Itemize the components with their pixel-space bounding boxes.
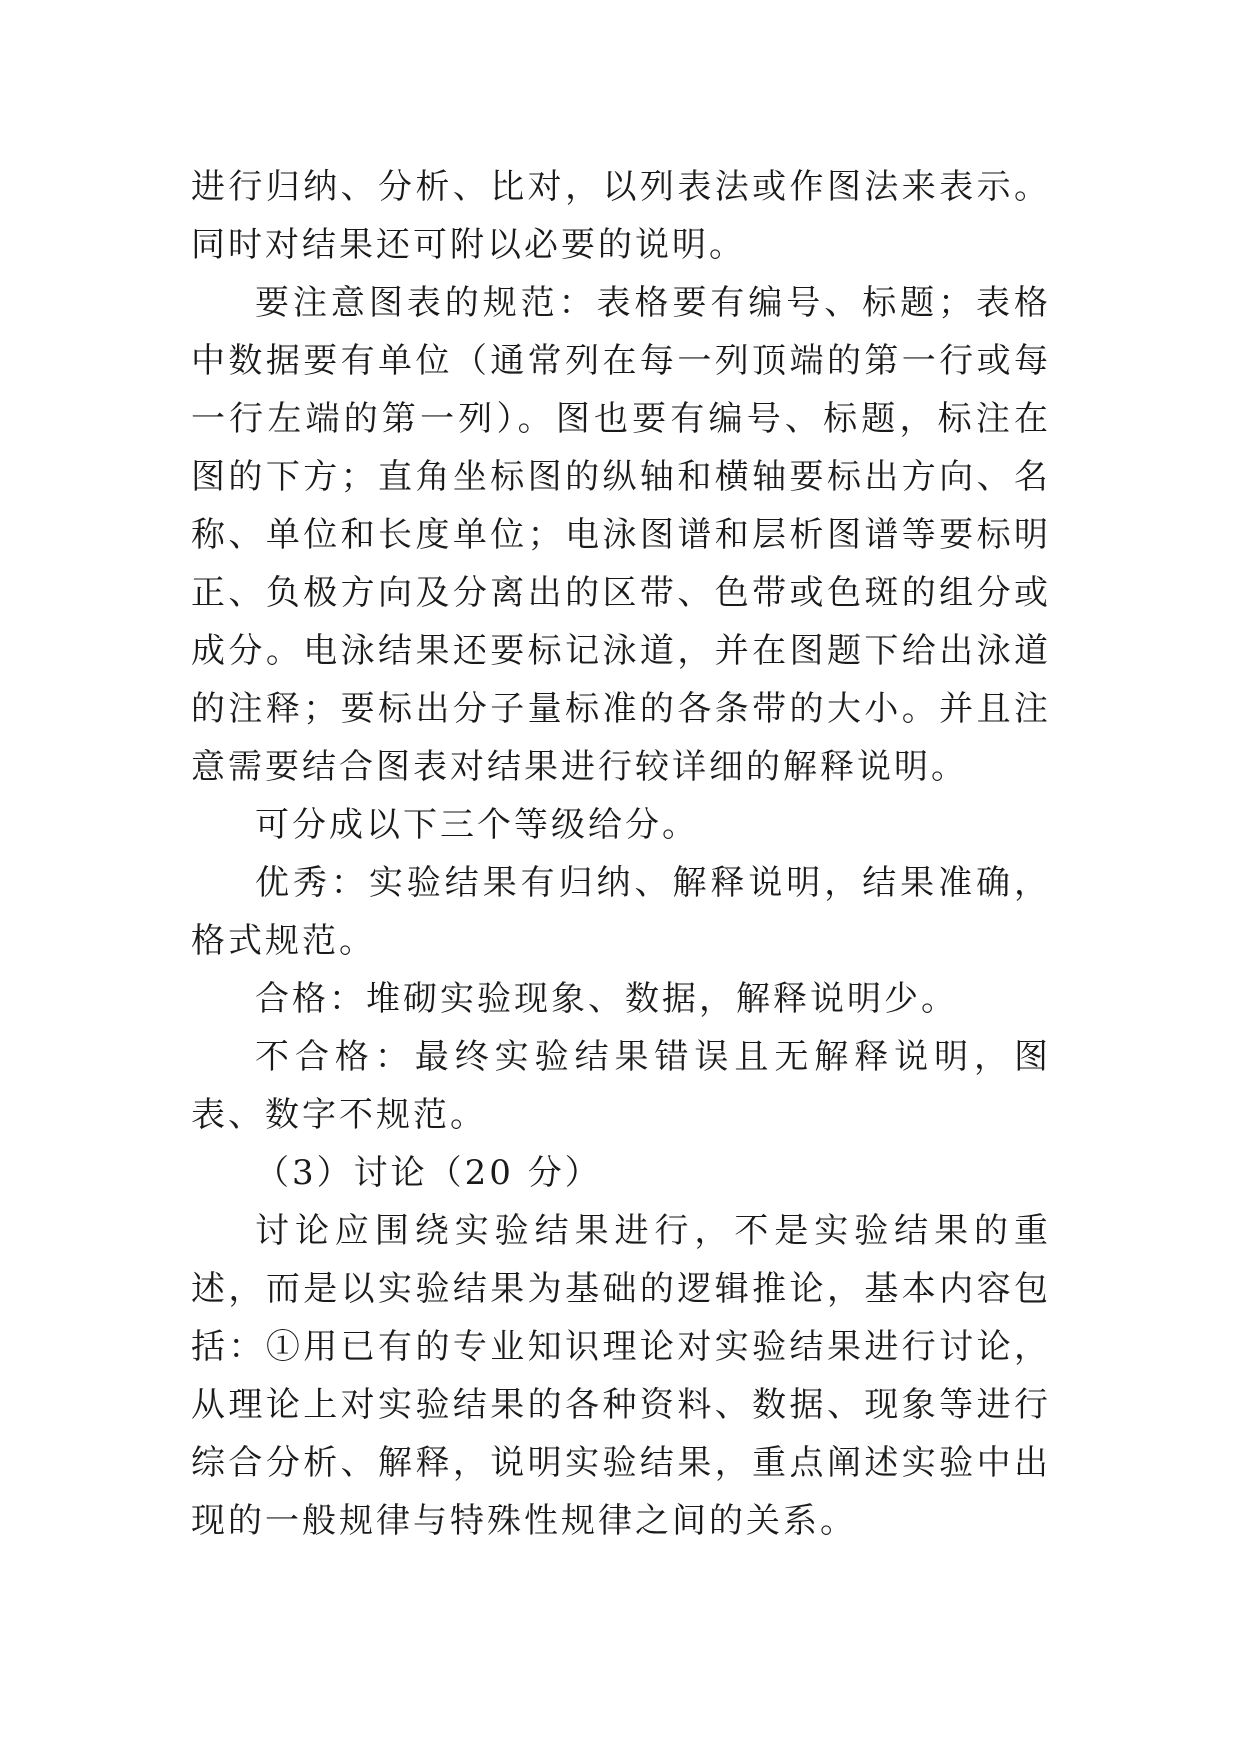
paragraph-grading-levels: 可分成以下三个等级给分。	[255, 805, 699, 845]
paragraph-grade-pass: 合格：堆砌实验现象、数据，解释说明少。	[255, 979, 958, 1019]
document-body	[191, 158, 1051, 1550]
paragraph-chart-standards: 要注意图表的规范：表格要有编号、标题；表格中数据要有单位（通常列在每一列顶端的第一行或每一行左端的第一列）。图也要有编号、标题，标注在图的下方；直角坐标图的纵轴和横轴要标出方向、名称、单位和长度单位；电泳图谱和层析图谱等要标明正、负极方向及分离出的区带、色带或色斑的组分或成分。电泳结果还要标记泳道，并在图题下给出泳道的注释；要标出分子量标准的各条带的大小。并且注意需要结合图表对结果进行较详细的解释说明。	[191, 283, 1051, 787]
section-heading-discussion: （3）讨论（20 分）	[255, 1153, 602, 1193]
paragraph-results-continued: 进行归纳、分析、比对，以列表法或作图法来表示。同时对结果还可附以必要的说明。	[191, 167, 1051, 265]
paragraph-grade-excellent: 优秀：实验结果有归纳、解释说明，结果准确，格式规范。	[191, 863, 1051, 961]
paragraph-discussion: 讨论应围绕实验结果进行，不是实验结果的重述，而是以实验结果为基础的逻辑推论，基本内容包括：①用已有的专业知识理论对实验结果进行讨论，从理论上对实验结果的各种资料、数据、现象等进行综合分析、解释，说明实验结果，重点阐述实验中出现的一般规律与特殊性规律之间的关系。	[191, 1211, 1051, 1541]
paragraph-grade-fail: 不合格：最终实验结果错误且无解释说明，图表、数字不规范。	[191, 1037, 1051, 1135]
